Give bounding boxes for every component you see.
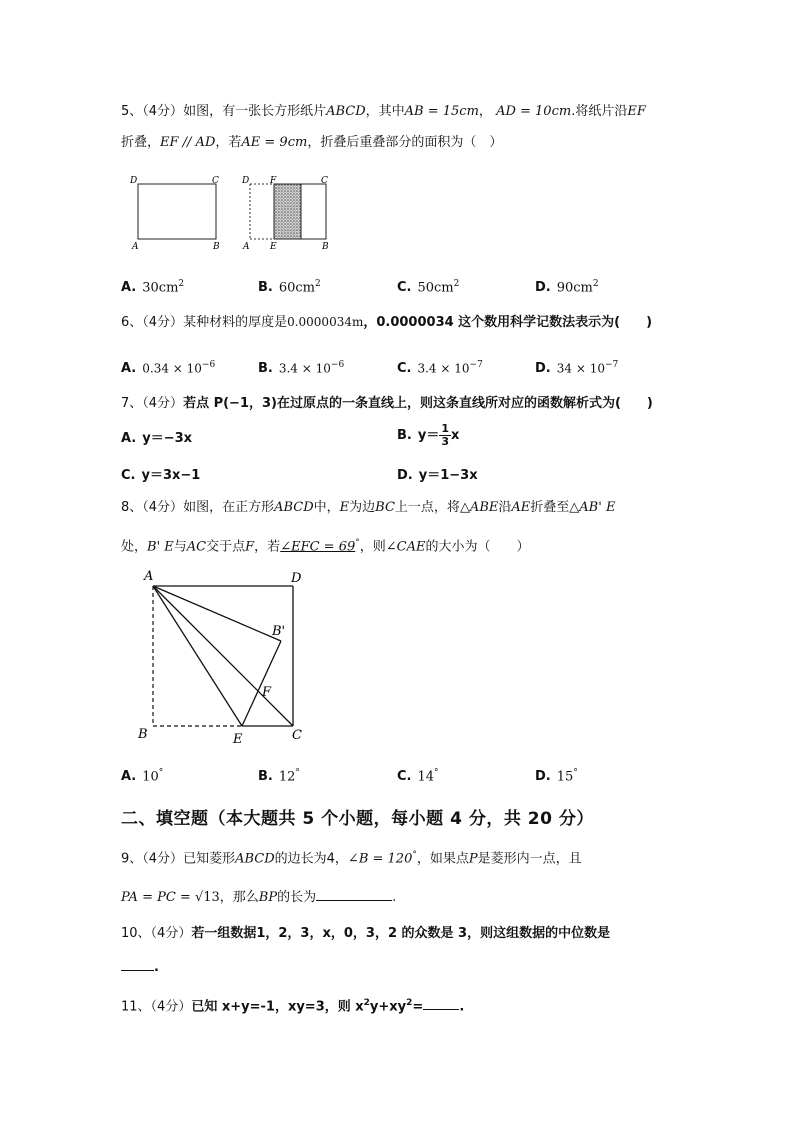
q5-label: C xyxy=(212,176,219,186)
option-sup: ° xyxy=(573,768,578,778)
q7-option-a[interactable] xyxy=(121,430,192,448)
q11-score: （4分） xyxy=(150,999,192,1015)
section-title: 二、填空题（本大题共 5 个小题，每小题 4 分，共 20 分） xyxy=(121,809,594,829)
q7-option-c[interactable] xyxy=(121,467,200,485)
q8-text: 上一点，将 xyxy=(394,500,460,515)
q5-ef: EF xyxy=(627,104,646,119)
q8-label-a: A xyxy=(144,569,154,584)
q8-number: 8、 xyxy=(121,500,143,515)
q5-line1 xyxy=(121,103,646,121)
q5-label: B xyxy=(322,242,329,252)
q9-text: 是菱形内一点，且 xyxy=(477,851,582,867)
q11-answer-blank[interactable] xyxy=(423,997,459,1010)
q7-fraction xyxy=(439,423,451,448)
q5-number: 5、 xyxy=(121,104,143,119)
option-sup: 2 xyxy=(315,279,321,289)
q8-ac: AC xyxy=(186,539,207,555)
option-label: B. xyxy=(258,769,273,785)
q8-text: 交于点 xyxy=(206,539,246,555)
q5-label: E xyxy=(270,242,277,252)
option-label: A. xyxy=(121,361,137,377)
q7-option-b[interactable] xyxy=(397,423,459,448)
q11-end: . xyxy=(459,999,465,1015)
option-label: C. xyxy=(397,361,412,377)
q7-text: 若点 P(−1，3)在过原点的一条直线上，则这条直线所对应的函数解析式为( ) xyxy=(183,396,653,411)
q11-text: 已知 x+y=-1，xy=3，则 x xyxy=(191,999,364,1015)
q11-text: y+xy xyxy=(369,999,407,1015)
option-sup: −7 xyxy=(604,360,619,370)
option-label: A. xyxy=(121,280,137,296)
q6-text: ，0.0000034 这个数用科学记数法表示为( ) xyxy=(363,315,653,330)
q8-text: 的大小为（ ） xyxy=(425,539,530,555)
q6-text: 某种材料的厚度是 xyxy=(183,315,288,330)
q8-text: 与 xyxy=(173,539,187,555)
q5-text: ，折叠后重叠部分的面积为（ ） xyxy=(307,135,503,150)
q5-overlap xyxy=(274,184,301,239)
q9-sqrt: √13 xyxy=(194,890,220,905)
option-value: 12 xyxy=(278,769,296,785)
q10-answer-blank[interactable] xyxy=(121,958,154,971)
q5-option-d[interactable] xyxy=(535,275,599,297)
q8-option-d[interactable] xyxy=(535,764,578,786)
q6-option-a[interactable] xyxy=(121,356,215,378)
q11-number: 11、 xyxy=(121,999,151,1015)
q8-line-ae xyxy=(153,586,242,726)
q8-score: （4分） xyxy=(142,500,184,515)
option-label: D. xyxy=(535,280,551,296)
option-sup: 2 xyxy=(453,279,460,289)
q5-abcd: ABCD xyxy=(326,104,366,119)
option-value: 50cm xyxy=(417,280,454,296)
q8-bc: BC xyxy=(375,500,395,515)
option-label: D. xyxy=(535,769,551,785)
q9-text: ，如果点 xyxy=(416,851,469,867)
option-label: A. xyxy=(121,769,137,785)
q8-e: E xyxy=(339,500,350,515)
q8-option-c[interactable] xyxy=(397,764,439,786)
q9-angle: ∠B = 120 xyxy=(347,851,413,867)
q8-text: 折叠至 xyxy=(530,500,570,515)
option-value: 3.4 × 10 xyxy=(278,361,331,376)
option-label: D. xyxy=(397,468,413,483)
q5-text: 折叠， xyxy=(121,135,161,150)
q7-score: （4分） xyxy=(142,396,184,411)
q11-line1 xyxy=(121,994,464,1016)
q8-f: F xyxy=(245,539,255,555)
q5-figure xyxy=(128,172,343,254)
q5-label: A xyxy=(243,242,250,252)
q8-text: 沿 xyxy=(498,500,512,515)
q8-label-e: E xyxy=(233,732,243,747)
q7-line1 xyxy=(121,395,653,413)
q5-text: ，若 xyxy=(215,135,242,150)
option-sup: ° xyxy=(434,768,439,778)
q8-text: ，则 xyxy=(359,539,386,555)
q8-cae: ∠CAE xyxy=(385,539,426,555)
q5-label: B xyxy=(213,242,220,252)
q6-score: （4分） xyxy=(142,315,184,330)
q6-option-c[interactable] xyxy=(397,356,483,378)
option-label: A. xyxy=(121,431,137,446)
q10-text: 若一组数据1，2，3，x，0，3，2 的众数是 3，则这组数据的中位数是 xyxy=(191,926,611,941)
q9-answer-blank[interactable] xyxy=(316,888,392,901)
q8-label-f: F xyxy=(262,685,272,700)
q9-text: 的长为 xyxy=(277,890,317,905)
q5-line2 xyxy=(121,134,502,152)
q8-label-d: D xyxy=(291,571,302,586)
q8-option-a[interactable] xyxy=(121,764,163,786)
q5-parallel: EF // AD xyxy=(160,135,216,150)
q9-text: 的边长为4， xyxy=(274,851,348,867)
option-value: 3.4 × 10 xyxy=(417,361,470,376)
q8-figure xyxy=(135,565,315,750)
option-value: y＝1−3x xyxy=(418,468,478,483)
q9-number: 9、 xyxy=(121,851,143,867)
q5-score: （4分） xyxy=(142,104,184,119)
option-value: 34 × 10 xyxy=(556,361,605,376)
q8-ae: AE xyxy=(511,500,531,515)
q10-number: 10、 xyxy=(121,926,151,941)
q8-degree: ° xyxy=(355,538,360,548)
q10-end: . xyxy=(154,960,159,975)
option-sup: ° xyxy=(295,768,300,778)
q8-label-c: C xyxy=(292,728,302,743)
option-value: 90cm xyxy=(556,280,593,296)
option-value: 15 xyxy=(556,769,574,785)
option-label: D. xyxy=(535,361,551,377)
option-value: 14 xyxy=(417,769,435,785)
q8-abe2: △AB' E xyxy=(569,500,616,515)
option-value: 0.34 × 10 xyxy=(142,361,202,376)
q8-abcd: ABCD xyxy=(274,500,314,515)
option-value: y＝3x−1 xyxy=(141,468,201,483)
q11-sup: 2 xyxy=(363,998,370,1008)
option-value: y＝−3x xyxy=(142,431,193,446)
q9-line1 xyxy=(121,846,582,868)
q5-text: .将纸片沿 xyxy=(571,104,628,119)
option-label: C. xyxy=(397,769,412,785)
option-sup: 2 xyxy=(592,279,599,289)
q8-line-bpe xyxy=(242,641,281,726)
q5-label: D xyxy=(242,176,250,186)
option-value: 30cm xyxy=(142,280,179,296)
q5-label: D xyxy=(130,176,138,186)
q9-abcd: ABCD xyxy=(235,851,275,867)
q8-efc: ∠EFC = 69 xyxy=(280,539,356,555)
q5-text: 如图，有一张长方形纸片 xyxy=(183,104,327,119)
q9-end: . xyxy=(392,890,397,905)
q11-text: = xyxy=(412,999,424,1015)
q6-line1 xyxy=(121,313,652,332)
q5-ae: AE = 9cm xyxy=(241,135,308,150)
q10-score: （4分） xyxy=(150,926,192,941)
q8-line2 xyxy=(121,534,530,556)
q9-bp: BP xyxy=(258,890,278,905)
option-value: 10 xyxy=(142,769,159,785)
q5-option-c[interactable] xyxy=(397,275,459,297)
option-sup: −6 xyxy=(201,360,216,370)
q11-sup: 2 xyxy=(406,998,413,1008)
q9-line2 xyxy=(121,888,396,907)
option-label: C. xyxy=(121,468,136,483)
q10-line1 xyxy=(121,925,610,943)
q9-score: （4分） xyxy=(142,851,184,867)
q8-label-bp: B' xyxy=(272,624,286,639)
q8-text: ，若 xyxy=(254,539,281,555)
option-sup: ° xyxy=(158,768,164,778)
option-sup: 2 xyxy=(178,279,185,289)
q9-text: 已知菱形 xyxy=(183,851,236,867)
fraction-denominator: 3 xyxy=(441,435,449,448)
q6-option-d[interactable] xyxy=(535,356,618,378)
q5-label: A xyxy=(132,242,139,252)
q8-text: 处， xyxy=(121,539,148,555)
q9-pa: PA = PC = xyxy=(121,890,195,905)
q8-line-ac xyxy=(153,586,293,726)
q10-line2 xyxy=(121,958,159,977)
q8-be: B' E xyxy=(147,539,174,555)
q5-label: F xyxy=(270,176,277,186)
fraction-numerator: 1 xyxy=(441,422,449,435)
option-value: x xyxy=(451,428,460,443)
q6-option-b[interactable] xyxy=(258,356,344,378)
q6-number: 6、 xyxy=(121,315,143,330)
option-label: B. xyxy=(258,361,273,377)
q5-left-rect xyxy=(138,184,216,239)
q8-option-b[interactable] xyxy=(258,764,300,786)
q8-line1 xyxy=(121,499,615,517)
option-label: B. xyxy=(258,280,273,296)
q5-option-a[interactable] xyxy=(121,275,184,297)
q8-text: 如图，在正方形 xyxy=(183,500,275,515)
q7-number: 7、 xyxy=(121,396,143,411)
q5-option-b[interactable] xyxy=(258,275,321,297)
option-sup: −7 xyxy=(469,360,483,370)
option-value: y＝ xyxy=(417,428,440,443)
option-sup: −6 xyxy=(330,360,345,370)
q8-text: 中， xyxy=(313,500,340,515)
q5-ab: AB = 15cm xyxy=(404,104,479,119)
q8-label-b: B xyxy=(138,727,148,742)
q8-abe: △ABE xyxy=(459,500,499,515)
q5-ad: AD = 10cm xyxy=(496,104,572,119)
q8-text: 为边 xyxy=(349,500,376,515)
q5-text: ， xyxy=(478,104,492,119)
q9-degree: ° xyxy=(412,850,417,860)
option-label: C. xyxy=(397,280,412,296)
option-label: B. xyxy=(397,428,412,443)
q9-p: P xyxy=(468,851,478,867)
q5-text: ，其中 xyxy=(365,104,405,119)
q5-label: C xyxy=(321,176,328,186)
q6-thickness: 0.0000034m xyxy=(287,315,364,329)
q9-text: ，那么 xyxy=(219,890,259,905)
q7-option-d[interactable] xyxy=(397,467,478,485)
option-value: 60cm xyxy=(278,280,316,296)
q8-line-abp xyxy=(153,586,281,641)
